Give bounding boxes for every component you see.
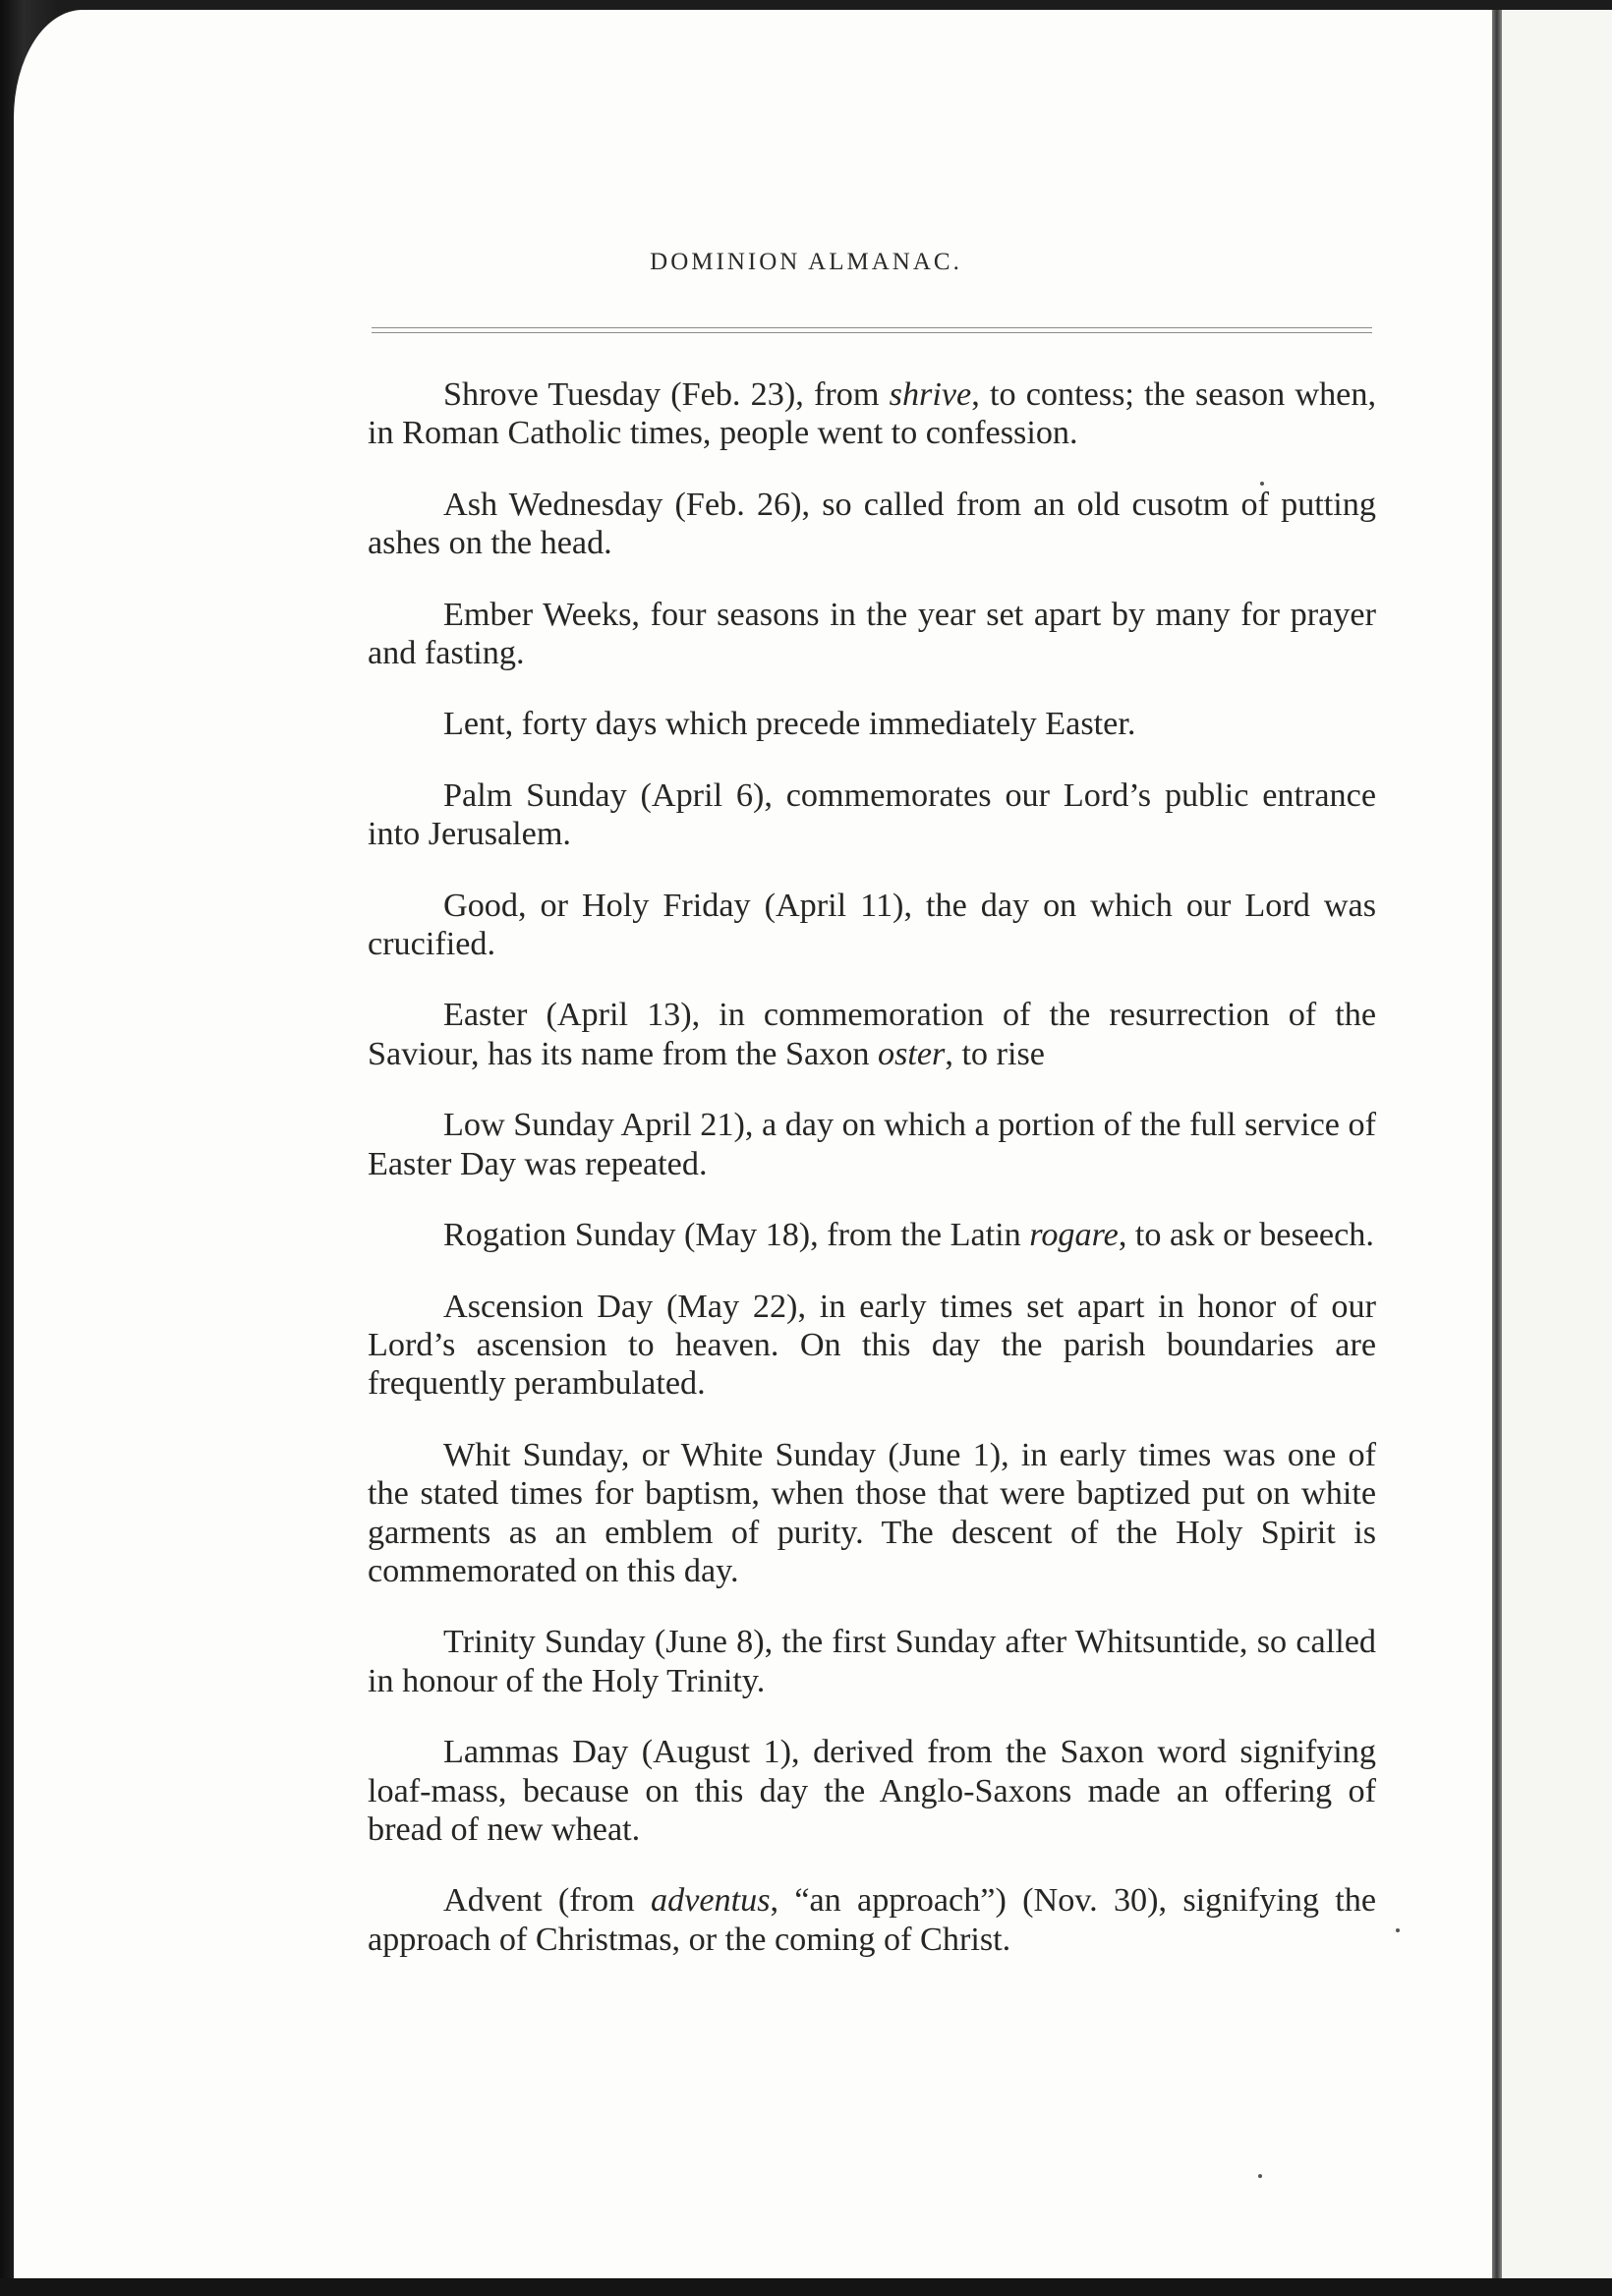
page-binding-edge <box>1492 10 1502 2280</box>
entry-lammas-day: Lammas Day (August 1), derived from the Saxon word signifying loaf-mass, because on this day the Anglo-Saxons made an offering of bread of new wheat. <box>368 1734 1376 1848</box>
entry-ash-wednesday: Ash Wednesday (Feb. 26), so called from an old cusotm of putting ashes on the head. <box>368 486 1376 562</box>
entry-easter: Easter (April 13), in commemoration of the resurrection of the Saviour, has its name from the Saxon oster, to rise <box>368 997 1376 1072</box>
entry-good-friday: Good, or Holy Friday (April 11), the day on which our Lord was crucified. <box>368 887 1376 963</box>
header-rule-bottom <box>372 332 1372 333</box>
entry-whit-sunday: Whit Sunday, or White Sunday (June 1), in early times was one of the stated times for baptism, when those that were baptized put on white garments as an emblem of purity. The descent of the Holy Spirit is commemorated on this day. <box>368 1436 1376 1589</box>
header-rule-top <box>372 327 1372 328</box>
print-speck <box>1260 482 1264 486</box>
entry-ember-weeks: Ember Weeks, four seasons in the year set apart by many for prayer and fasting. <box>368 596 1376 672</box>
entry-advent: Advent (from adventus, “an approach”) (Nov. 30), signifying the approach of Christmas, or the coming of Christ. <box>368 1882 1376 1958</box>
entry-ascension-day: Ascension Day (May 22), in early times set apart in honor of our Lord’s ascension to heaven. On this day the parish boundaries are frequently perambulated. <box>368 1288 1376 1403</box>
print-speck <box>1396 1928 1400 1932</box>
entry-low-sunday: Low Sunday April 21), a day on which a portion of the full service of Easter Day was repeated. <box>368 1107 1376 1182</box>
entry-palm-sunday: Palm Sunday (April 6), commemorates our Lord’s public entrance into Jerusalem. <box>368 776 1376 853</box>
facing-page-edge <box>1498 10 1612 2280</box>
almanac-entries <box>368 375 1376 1991</box>
print-speck <box>1258 2174 1262 2178</box>
entry-shrove-tuesday: Shrove Tuesday (Feb. 23), from shrive, to contess; the season when, in Roman Catholic times, people went to confession. <box>368 376 1376 452</box>
entry-lent: Lent, forty days which precede immediately Easter. <box>443 706 1136 743</box>
running-head: DOMINION ALMANAC. <box>650 249 962 275</box>
entry-trinity-sunday: Trinity Sunday (June 8), the first Sunday after Whitsuntide, so called in honour of the Holy Trinity. <box>368 1624 1376 1699</box>
entry-rogation-sunday: Rogation Sunday (May 18), from the Latin rogare, to ask or beseech. <box>443 1217 1374 1254</box>
scan-bottom-border <box>0 2278 1612 2296</box>
